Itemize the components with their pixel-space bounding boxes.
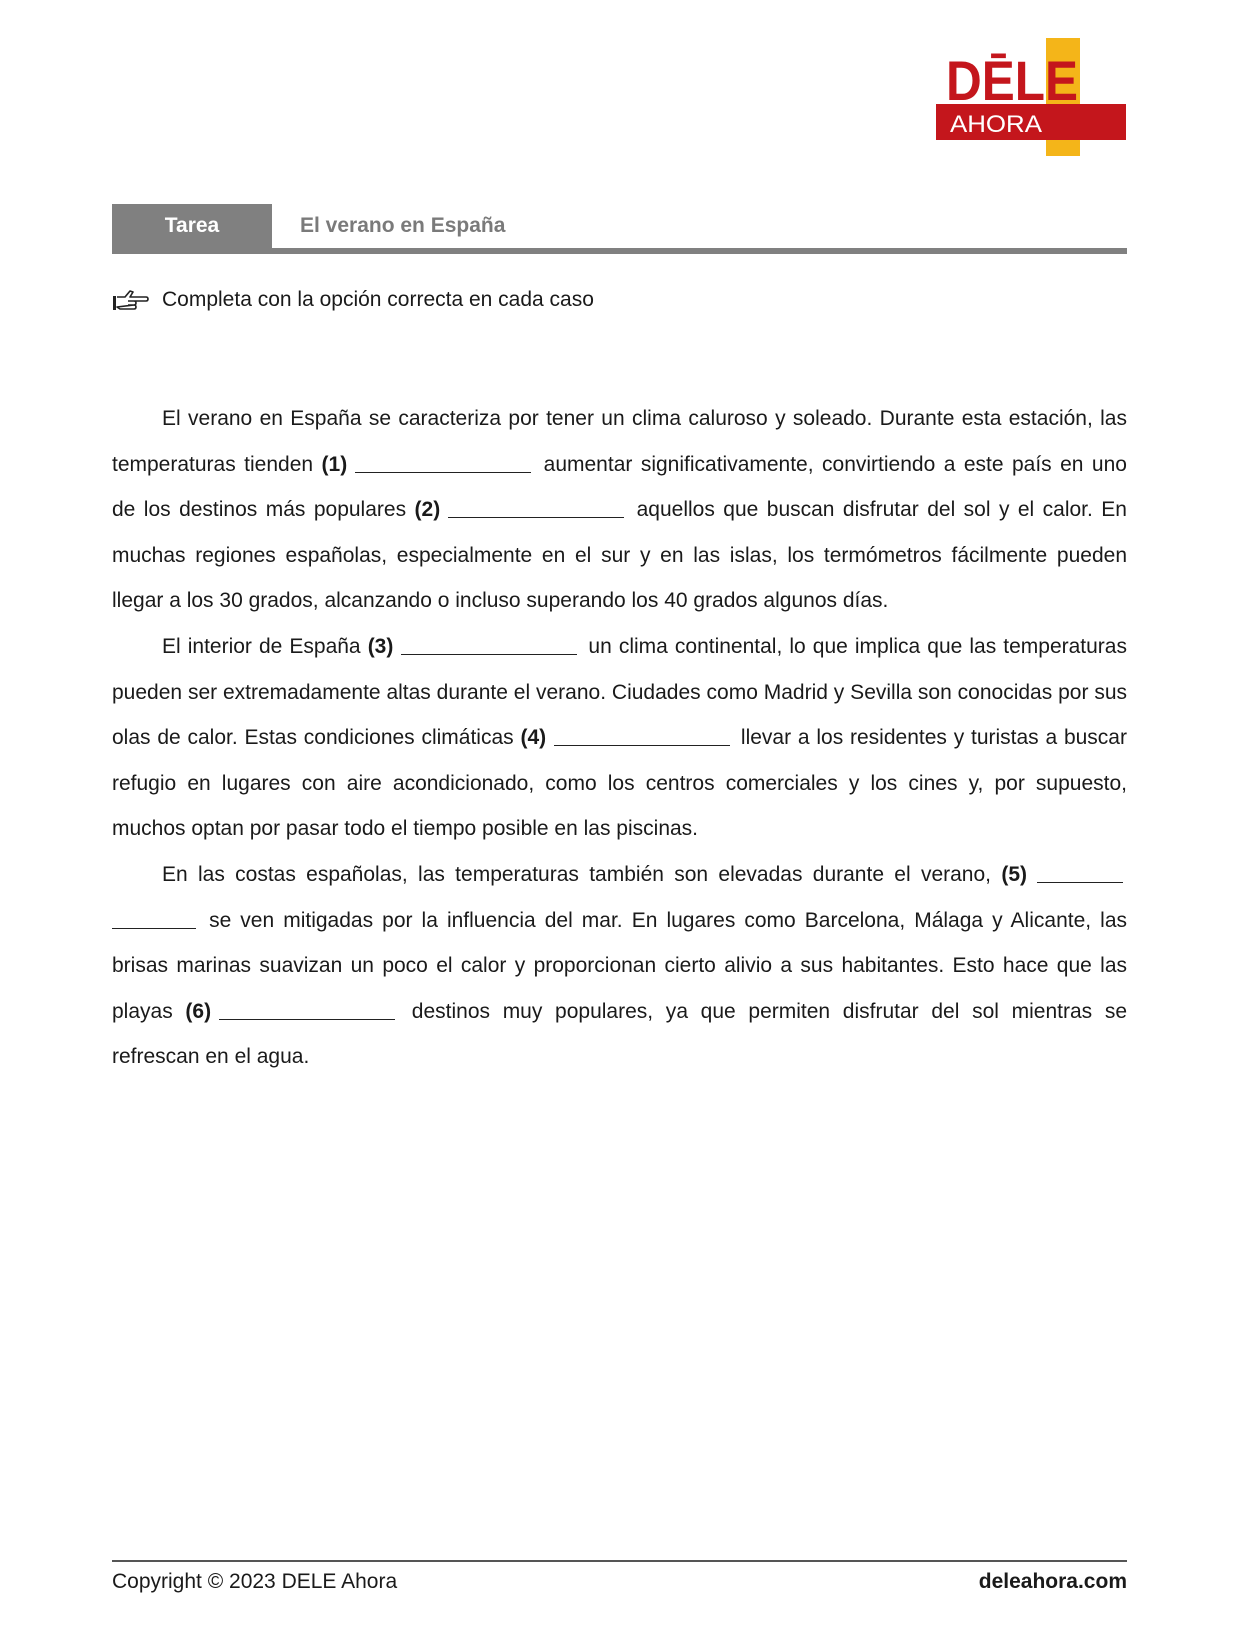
dele-ahora-logo bbox=[936, 38, 1126, 156]
gap-number-2: (2) bbox=[414, 498, 441, 522]
instruction-text: Completa con la opción correcta en cada caso bbox=[162, 288, 594, 311]
gap-number-4: (4) bbox=[520, 726, 547, 750]
passage-text: un clima continental, lo que implica que las temperaturas pueden ser extremadamente altas durante el verano. Ciudades como Madrid y Sevilla son conocidas por sus olas de calor. Estas condiciones climáticas bbox=[112, 634, 1127, 750]
gap-blank-1[interactable] bbox=[355, 451, 531, 473]
passage-text: se ven mitigadas por la influencia del mar. En lugares como Barcelona, Málaga y Alicante, las brisas marinas suavizan un poco el calor y proporcionan cierto alivio a sus habitantes. Esto hace que las playas bbox=[112, 908, 1127, 1023]
footer-site-link[interactable]: deleahora.com bbox=[978, 1570, 1127, 1593]
gap-blank-5b[interactable] bbox=[112, 907, 196, 929]
passage-text: aumentar significativamente, convirtiendo a este país en uno de los destinos más populares bbox=[112, 452, 1127, 522]
passage-text: El interior de España bbox=[162, 634, 361, 658]
gap-blank-4[interactable] bbox=[554, 724, 730, 746]
paragraph-1 bbox=[112, 396, 1127, 624]
instruction-line bbox=[112, 280, 594, 320]
paragraph-3 bbox=[112, 852, 1127, 1080]
footer-divider bbox=[112, 1560, 1127, 1562]
passage-text: destinos muy populares, ya que permiten disfrutar del sol mientras se refrescan en el agua. bbox=[112, 999, 1128, 1069]
reading-passage bbox=[112, 396, 1127, 1080]
passage-text: En las costas españolas, las temperaturas también son elevadas durante el verano, bbox=[162, 862, 992, 886]
logo-subtitle: AHORA bbox=[950, 111, 1042, 138]
gap-number-6: (6) bbox=[185, 999, 212, 1023]
logo-title: DĒLE bbox=[946, 49, 1078, 112]
task-title: El verano en España bbox=[300, 214, 506, 237]
gap-number-5: (5) bbox=[1001, 862, 1027, 886]
gap-blank-3[interactable] bbox=[401, 633, 577, 655]
footer-row bbox=[112, 1570, 1127, 1594]
passage-text: El verano en España se caracteriza por tener un clima caluroso y soleado. Durante esta estación, las temperaturas tienden bbox=[112, 407, 1127, 476]
footer-copyright: Copyright © 2023 DELE Ahora bbox=[112, 1570, 398, 1593]
pointing-hand-icon bbox=[112, 288, 150, 312]
gap-number-3: (3) bbox=[367, 634, 394, 658]
gap-number-1: (1) bbox=[321, 452, 348, 476]
gap-blank-6[interactable] bbox=[219, 998, 395, 1020]
passage-text: aquellos que buscan disfrutar del sol y el calor. En muchas regiones españolas, especialmente en el sur y en las islas, los termómetros fácilmente pueden llegar a los 30 grados, alcanzando o incluso superando los 40 grados algunos días. bbox=[112, 498, 1127, 613]
passage-text: llevar a los residentes y turistas a buscar refugio en lugares con aire acondicionado, como los centros comerciales y los cines y, por supuesto, muchos optan por pasar todo el tiempo posible en las piscinas. bbox=[112, 726, 1127, 841]
gap-blank-5a[interactable] bbox=[1037, 861, 1123, 883]
task-tab-label: Tarea bbox=[112, 204, 272, 248]
paragraph-2 bbox=[112, 624, 1127, 852]
gap-blank-2[interactable] bbox=[448, 496, 624, 518]
task-header bbox=[112, 204, 1127, 252]
page-footer bbox=[112, 1560, 1127, 1594]
header-divider bbox=[112, 248, 1127, 254]
